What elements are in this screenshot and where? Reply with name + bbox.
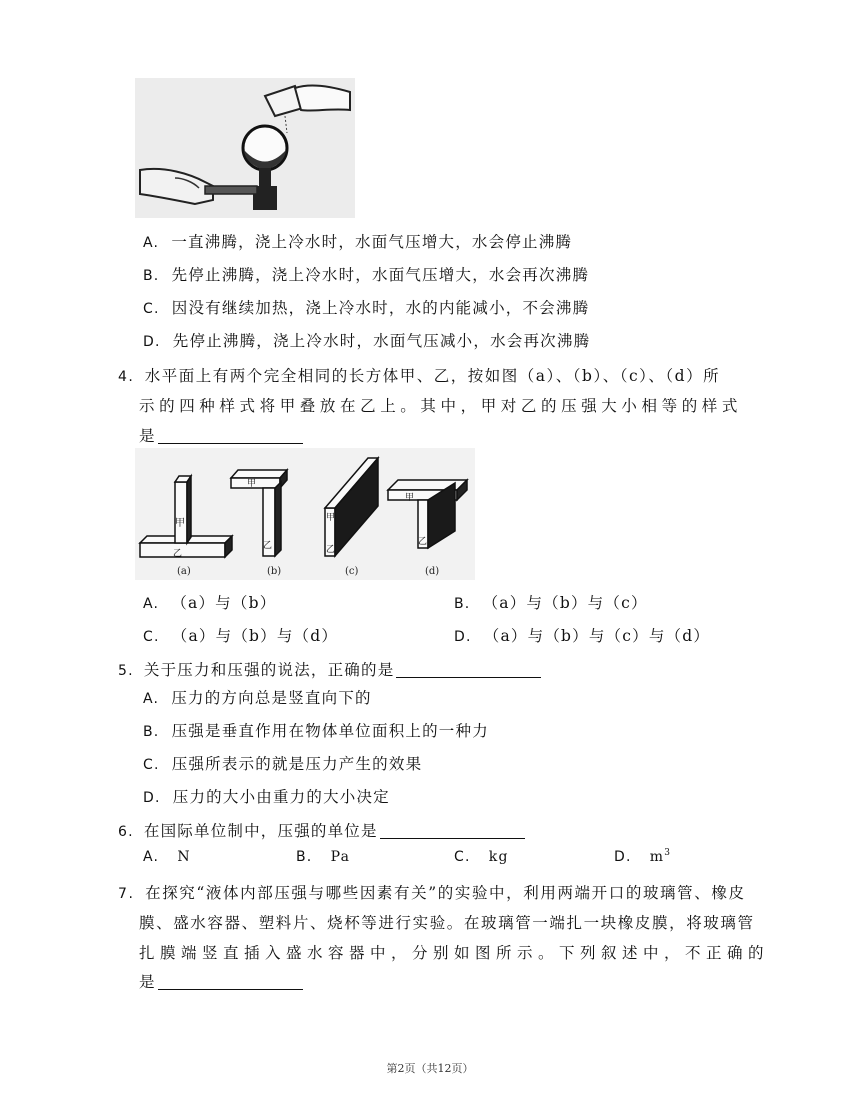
- figure-label-c: (c): [345, 566, 359, 577]
- stem-text: 膜、盛水容器、塑料片、烧杯等进行实验。在玻璃管一端扎一块橡皮膜，将玻璃管: [139, 914, 755, 932]
- option-text: （a）与（b）与（c）: [482, 594, 648, 612]
- option-text: 因没有继续加热，浇上冷水时，水的内能减小，不会沸腾: [171, 299, 590, 317]
- stem-text: 在探究“液体内部压强与哪些因素有关”的实验中，利用两端开口的玻璃管、橡皮: [145, 884, 746, 902]
- stem-text: 是: [139, 973, 156, 991]
- stem-text: 是: [139, 427, 156, 445]
- option-text: 压力的方向总是竖直向下的: [171, 689, 372, 707]
- option-text: 一直沸腾，浇上冷水时，水面气压增大，水会停止沸腾: [171, 233, 573, 251]
- answer-blank[interactable]: [380, 823, 525, 839]
- block-label-bottom: 乙: [418, 537, 428, 547]
- option-letter: C.: [454, 849, 471, 865]
- option-text: Pa: [330, 849, 351, 865]
- option-text: （a）与（b）: [171, 594, 277, 612]
- q4-option-b: [454, 591, 648, 613]
- q4-stem-line1: [118, 364, 720, 386]
- q6-option-b: [296, 847, 350, 865]
- q5-option-c: [143, 752, 422, 774]
- option-letter: D.: [614, 849, 632, 865]
- stem-text: 水平面上有两个完全相同的长方体甲、乙，按如图（a）、（b）、（c）、（d）所: [144, 367, 721, 385]
- q7-stem-line1: [118, 881, 746, 903]
- q5-option-d: [143, 785, 390, 807]
- option-letter: B.: [296, 849, 313, 865]
- figure-label-d: (d): [425, 566, 440, 577]
- option-letter: D.: [454, 629, 472, 645]
- stem-text: 关于压力和压强的说法，正确的是: [143, 661, 395, 679]
- option-letter: A.: [143, 596, 160, 612]
- option-letter: D.: [143, 790, 161, 806]
- stem-text: 扎膜端竖直插入盛水容器中，分别如图所示。下列叙述中，不正确的: [139, 944, 770, 962]
- q5-stem: [118, 658, 541, 680]
- q4-option-c: [143, 624, 338, 646]
- q3-option-d: [143, 329, 590, 351]
- option-letter: D.: [143, 334, 161, 350]
- option-text: 压力的大小由重力的大小决定: [172, 788, 390, 806]
- option-letter: C.: [143, 301, 160, 317]
- q7-stem-line4: [139, 970, 303, 992]
- q4-option-a: [143, 591, 276, 613]
- option-text: kg: [488, 849, 509, 865]
- q4-option-d: [454, 624, 710, 646]
- block-label-top: 甲: [405, 493, 415, 503]
- option-text: N: [177, 849, 191, 865]
- page-footer: 第2页（共12页）: [386, 1062, 474, 1075]
- block-label-top: 甲: [247, 479, 257, 489]
- flask-illustration: [135, 78, 355, 218]
- option-text: 压强所表示的就是压力产生的效果: [171, 755, 423, 773]
- answer-blank[interactable]: [158, 974, 303, 990]
- question-number: 6.: [118, 824, 134, 840]
- option-letter: C.: [143, 629, 160, 645]
- figure-label-a: (a): [177, 566, 191, 577]
- option-text: m: [649, 849, 665, 865]
- q6-option-d: [614, 847, 671, 865]
- option-letter: B.: [143, 724, 160, 740]
- question-number: 4.: [118, 369, 135, 385]
- stacked-blocks-figure: [135, 448, 475, 580]
- question-number: 7.: [118, 886, 135, 902]
- q4-stem-line3: [139, 424, 303, 446]
- figure-label-b: (b): [267, 566, 282, 577]
- option-text: （a）与（b）与（d）: [171, 627, 339, 645]
- option-letter: A.: [143, 691, 160, 707]
- stem-text: 示的四种样式将甲叠放在乙上。其中，甲对乙的压强大小相等的样式: [139, 397, 743, 415]
- superscript: 3: [664, 847, 672, 858]
- answer-blank[interactable]: [396, 662, 541, 678]
- q3-option-a: [143, 230, 572, 252]
- block-label-bottom: 乙: [326, 545, 336, 555]
- option-letter: C.: [143, 757, 160, 773]
- question-number: 5.: [118, 663, 134, 679]
- option-letter: A.: [143, 235, 160, 251]
- q3-option-b: [143, 263, 589, 285]
- q6-option-a: [143, 847, 191, 865]
- option-text: 压强是垂直作用在物体单位面积上的一种力: [171, 722, 489, 740]
- option-letter: A.: [143, 849, 160, 865]
- block-label-top: 甲: [175, 518, 185, 529]
- option-letter: B.: [454, 596, 471, 612]
- q5-option-a: [143, 686, 372, 708]
- q5-option-b: [143, 719, 489, 741]
- q4-stem-line2: [139, 394, 742, 416]
- q3-option-c: [143, 296, 589, 318]
- q6-stem: [118, 819, 525, 841]
- option-text: （a）与（b）与（c）与（d）: [483, 627, 711, 645]
- block-label-bottom: 乙: [263, 541, 273, 551]
- block-label-top: 甲: [326, 513, 336, 523]
- answer-blank[interactable]: [158, 428, 303, 444]
- option-text: 先停止沸腾，浇上冷水时，水面气压增大，水会再次沸腾: [171, 266, 590, 284]
- block-label-bottom: 乙: [173, 549, 183, 559]
- option-letter: B.: [143, 268, 160, 284]
- q7-stem-line3: [139, 941, 769, 963]
- stem-text: 在国际单位制中，压强的单位是: [143, 822, 378, 840]
- option-text: 先停止沸腾，浇上冷水时，水面气压减小，水会再次沸腾: [172, 332, 591, 350]
- q6-option-c: [454, 847, 509, 865]
- q7-stem-line2: [139, 911, 755, 933]
